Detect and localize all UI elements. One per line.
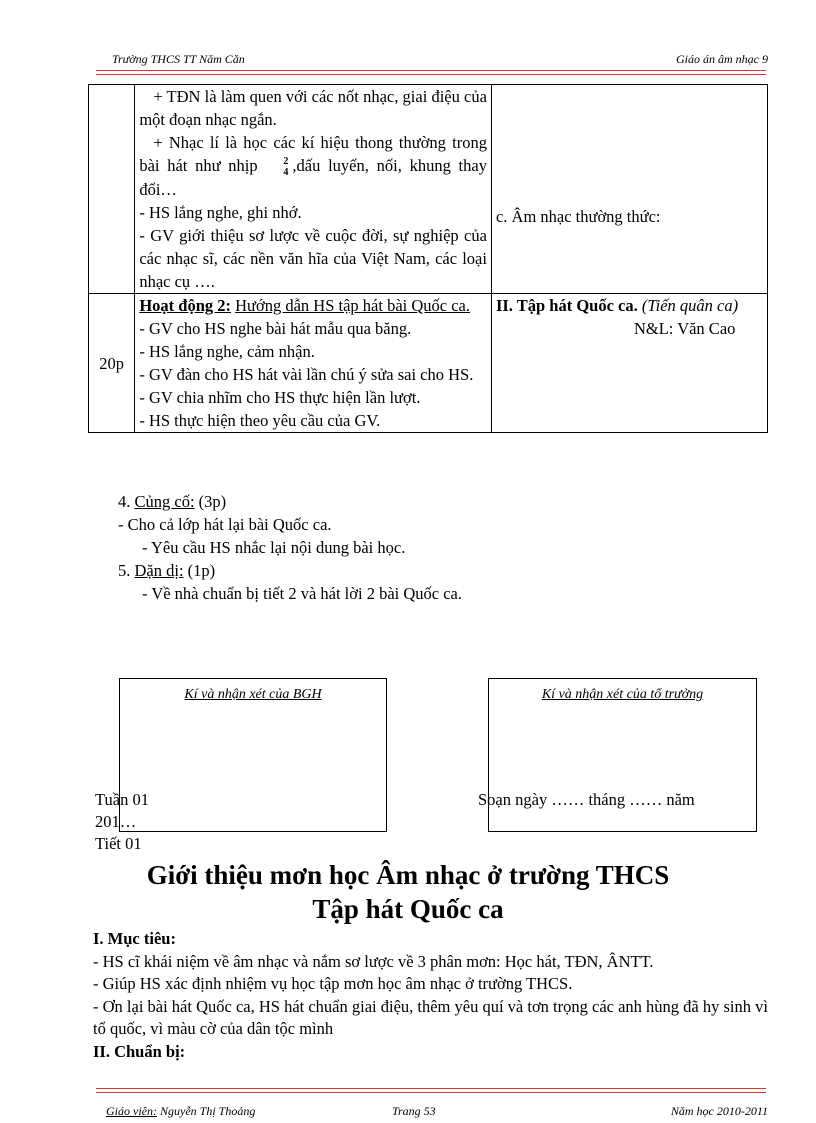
content-cell: [491, 85, 767, 294]
section-line: - Yêu cầu HS nhắc lại nội dung bài học.: [142, 538, 406, 557]
section-homework: [118, 559, 215, 582]
footer-teacher: [106, 1104, 255, 1119]
activity-line: - GV đàn cho HS hát vài lần chú ý sửa sai cho HS.: [139, 365, 474, 385]
content-heading: c. Âm nhạc thường thức:: [495, 207, 661, 226]
signature-title: Kí và nhận xét của tổ trưởng: [541, 687, 704, 702]
content-heading: [496, 294, 763, 317]
time-signature-top: 2: [283, 156, 289, 168]
content-cell: [491, 294, 767, 433]
activity-line: - GV chia nhĩm cho HS thực hiện lần lượt.: [139, 388, 421, 408]
period-label: Tiết 01: [95, 834, 142, 853]
song-author: N&L: Văn Cao: [633, 319, 736, 339]
year-label: 201…: [95, 812, 137, 831]
activity-title: Hướng dẫn HS tập hát bài Quốc ca.: [235, 296, 470, 316]
activity-line: + TĐN là làm quen với các nốt nhạc, giai điệu của một đoạn nhạc ngắn.: [139, 87, 487, 129]
header-school: Trường THCS TT Năm Căn: [112, 52, 245, 66]
section-line: - Về nhà chuẩn bị tiết 2 và hát lời 2 bài Quốc ca.: [142, 584, 462, 603]
activity-line: [139, 131, 487, 201]
signature-box-bgh: [119, 678, 387, 832]
section-consolidate: [118, 490, 226, 513]
section-label: Dặn dị:: [134, 561, 184, 580]
table-row: [89, 294, 768, 433]
footer-page: Trang 53: [392, 1104, 436, 1118]
activity-line: - HS thực hiện theo yêu cầu của GV.: [139, 411, 381, 431]
time-signature: [269, 156, 288, 178]
table-row: [89, 85, 768, 294]
content-note: (Tiến quân ca): [641, 296, 739, 316]
section-number: 4.: [118, 492, 131, 511]
objective-item: - Ơn lại bài hát Quốc ca, HS hát chuẩn giai điệu, thêm yêu quí và tơn trọng các anh hùng đã hy sinh vì tổ quốc, vì màu cờ của dân tộc mình: [93, 996, 768, 1038]
objective-item: - HS cĩ khái niệm về âm nhạc và nắm sơ lược về 3 phân mơn: Học hát, TĐN, ÂNTT.: [93, 951, 654, 971]
header-subject: Giáo án âm nhạc 9: [676, 52, 768, 66]
objectives-section: [93, 928, 768, 1063]
header-rule-thin: [96, 74, 766, 75]
objectives-heading: I. Mục tiêu:: [93, 929, 176, 948]
content-title: II. Tập hát Quốc ca.: [495, 296, 638, 316]
footer-rule-thin: [96, 1088, 766, 1089]
activity-line: - GV cho HS nghe bài hát mẫu qua băng.: [139, 319, 412, 339]
teacher-name: Nguyễn Thị Thoảng: [159, 1104, 256, 1118]
objective-item: - Giúp HS xác định nhiệm vụ học tập mơn học âm nhạc ở trường THCS.: [93, 974, 573, 993]
section-line: - Cho cả lớp hát lại bài Quốc ca.: [118, 515, 332, 534]
activity-heading: [139, 294, 487, 317]
footer-year: Năm học 2010-2011: [670, 1104, 768, 1118]
date-label: Soạn ngày …… tháng …… năm: [478, 790, 695, 809]
lesson-subtitle: Tập hát Quốc ca: [312, 894, 504, 924]
signature-title: Kí và nhận xét của BGH: [184, 687, 322, 702]
section-number: 5.: [118, 561, 131, 580]
teacher-label: Giáo viên:: [106, 1104, 157, 1118]
lesson-table: [88, 84, 768, 433]
footer-rule: [96, 1092, 766, 1093]
time-cell: 20p: [89, 294, 135, 433]
time-cell: [89, 85, 135, 294]
preparation-heading: II. Chuẩn bị:: [93, 1041, 186, 1061]
section-label: Củng cố:: [134, 492, 195, 511]
activity-label: Hoạt động 2:: [139, 296, 232, 316]
activity-line: - GV giới thiệu sơ lược về cuộc đời, sự nghiệp của các nhạc sĩ, các nền văn hĩa của Việt Nam, các loại nhạc cụ ….: [139, 226, 487, 292]
header-rule: [96, 70, 766, 71]
lesson-title: Giới thiệu mơn học Âm nhạc ở trường THCS: [146, 860, 670, 890]
section-time: (3p): [198, 492, 227, 511]
week-label: Tuần 01: [95, 790, 149, 809]
activity-cell: [135, 85, 492, 294]
activity-line: - HS lắng nghe, ghi nhớ.: [139, 203, 302, 223]
time-signature-bottom: 4: [283, 167, 289, 179]
activity-cell: [135, 294, 492, 433]
section-time: (1p): [187, 561, 216, 580]
activity-line: - HS lắng nghe, cảm nhận.: [139, 342, 315, 362]
activity-text: + Nhạc lí là học các kí hiệu thong thường trong bài hát như nhịp: [139, 133, 487, 175]
activity-text: ,dấu luyến, nối, khung thay đổi…: [139, 156, 487, 200]
